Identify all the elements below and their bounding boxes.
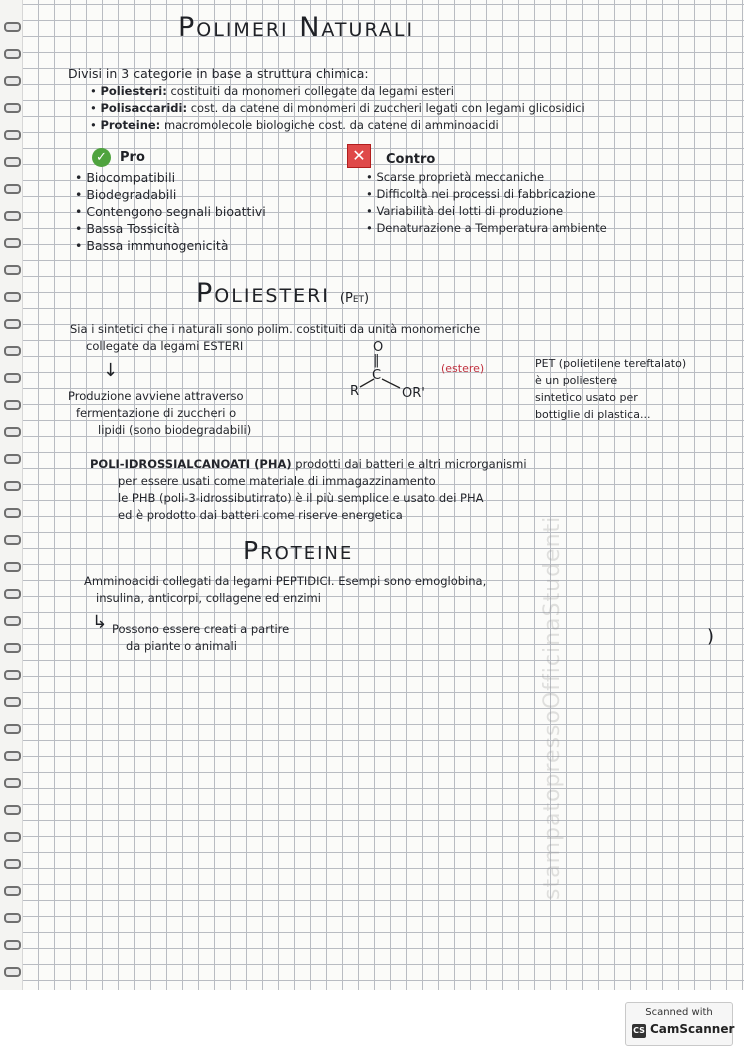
binding-ring [4, 724, 21, 734]
contro-label: Contro [386, 152, 436, 167]
pet-line: è un poliestere [535, 374, 618, 387]
binding-ring [4, 643, 21, 653]
proteine-line: Amminoacidi collegati da legami PEPTIDICI. Esempi sono emoglobina, [84, 574, 487, 588]
arrow-hook-icon: ↳ [92, 612, 108, 633]
binding-ring [4, 481, 21, 491]
binding-ring [4, 346, 21, 356]
section-subtitle: (Pet) [339, 291, 370, 306]
contro-item: • Difficoltà nei processi di fabbricazione [366, 187, 596, 201]
formula-double-bond: ‖ [373, 353, 380, 368]
binding-ring [4, 49, 21, 59]
binding-ring [4, 265, 21, 275]
contro-item: • Scarse proprietà meccaniche [366, 170, 545, 184]
produzione-line: fermentazione di zuccheri o [76, 406, 237, 420]
contro-item: • Denaturazione a Temperatura ambiente [366, 221, 607, 235]
binding-ring [4, 616, 21, 626]
pha-line: le PHB (poli-3-idrossibutirrato) è il più semplice e usato dei PHA [118, 491, 484, 505]
intro-line: Divisi in 3 categorie in base a struttura chimica: [68, 66, 369, 81]
pro-item: • Contengono segnali bioattivi [75, 204, 266, 219]
pro-item: • Biocompatibili [75, 170, 176, 185]
pro-item: • Bassa Tossicità [75, 221, 180, 236]
formula-oxygen: O [373, 340, 384, 355]
binding-ring [4, 373, 21, 383]
formula-or: OR' [402, 386, 425, 401]
section-title-poliesteri [196, 278, 369, 309]
margin-bracket: ) [707, 626, 715, 647]
poliesteri-line: collegate da legami ESTERI [86, 339, 244, 353]
camscanner-badge [625, 1002, 733, 1046]
contro-item: • Variabilità dei lotti di produzione [366, 204, 564, 218]
binding-ring [4, 400, 21, 410]
produzione-line: Produzione avviene attraverso [68, 389, 244, 403]
binding-ring [4, 967, 21, 977]
poliesteri-line: Sia i sintetici che i naturali sono polim. costituiti da unità monomeriche [70, 322, 481, 336]
camscanner-name: CamScanner [650, 1022, 735, 1036]
pro-item: • Biodegradabili [75, 187, 177, 202]
proteine-line: Possono essere creati a partire [112, 622, 290, 636]
intro-item-proteine: • Proteine: macromolecole biologiche cost. da catene di amminoacidi [90, 118, 499, 132]
intro-text: macromolecole biologiche cost. da catene di amminoacidi [163, 118, 499, 132]
pha-term: POLI-IDROSSIALCANOATI (PHA) [90, 457, 292, 471]
binding-ring [4, 886, 21, 896]
binding-ring [4, 535, 21, 545]
binding-ring [4, 238, 21, 248]
proteine-line: insulina, anticorpi, collagene ed enzimi [96, 591, 321, 605]
binding-ring [4, 751, 21, 761]
section-title-text: Poliesteri [196, 278, 330, 309]
cross-icon: ✕ [347, 144, 371, 168]
intro-term: Proteine: [100, 118, 161, 132]
pro-label: Pro [120, 150, 145, 165]
intro-term: Poliesteri: [100, 84, 167, 98]
watermark: stampatopressoOfficinaStudenti [540, 515, 565, 900]
binding-ring [4, 805, 21, 815]
pro-item: • Bassa immunogenicità [75, 238, 229, 253]
pha-line: ed è prodotto dai batteri come riserve energetica [118, 508, 403, 522]
pha-text: prodotti dai batteri e altri microrganismi [295, 457, 527, 471]
binding-ring [4, 508, 21, 518]
binding-ring [4, 778, 21, 788]
binding-ring [4, 670, 21, 680]
binding-ring [4, 103, 21, 113]
binding-ring [4, 211, 21, 221]
pha-line [90, 457, 527, 471]
ester-label: (estere) [441, 362, 485, 375]
pha-line: per essere usati come materiale di immagazzinamento [118, 474, 436, 488]
intro-text: costituiti da monomeri collegate da legami esteri [170, 84, 454, 98]
proteine-line: da piante o animali [126, 639, 237, 653]
intro-item-poliesteri: • Poliesteri: costituiti da monomeri collegate da legami esteri [90, 84, 454, 98]
pet-line: sintetico usato per [535, 391, 638, 404]
section-title-proteine: Proteine [243, 536, 354, 565]
intro-item-polisaccaridi: • Polisaccaridi: cost. da catene di monomeri di zuccheri legati con legami glicosidici [90, 101, 585, 115]
binding-ring [4, 589, 21, 599]
binding-ring [4, 184, 21, 194]
pet-line: bottiglie di plastica... [535, 408, 651, 421]
camscanner-logo-icon: CS [632, 1024, 646, 1038]
binding-ring [4, 157, 21, 167]
binding-ring [4, 130, 21, 140]
formula-r: R [350, 384, 360, 399]
binding-ring [4, 940, 21, 950]
page-title: Polimeri Naturali [178, 12, 415, 43]
binding-ring [4, 427, 21, 437]
binding-ring [4, 859, 21, 869]
check-icon: ✓ [92, 148, 111, 167]
binding-ring [4, 319, 21, 329]
formula-carbon: C [372, 368, 382, 383]
intro-term: Polisaccaridi: [100, 101, 188, 115]
intro-text: cost. da catene di monomeri di zuccheri legati con legami glicosidici [190, 101, 585, 115]
binding-ring [4, 697, 21, 707]
binding-ring [4, 454, 21, 464]
camscanner-caption: Scanned with [645, 1007, 713, 1018]
ester-bonds [356, 375, 406, 393]
binding-ring [4, 76, 21, 86]
binding-ring [4, 832, 21, 842]
binding-ring [4, 562, 21, 572]
arrow-down-icon: ↓ [103, 360, 119, 381]
pet-line: PET (polietilene tereftalato) [535, 357, 687, 370]
produzione-line: lipidi (sono biodegradabili) [98, 423, 252, 437]
binding-ring [4, 292, 21, 302]
binding-ring [4, 913, 21, 923]
binding-ring [4, 22, 21, 32]
